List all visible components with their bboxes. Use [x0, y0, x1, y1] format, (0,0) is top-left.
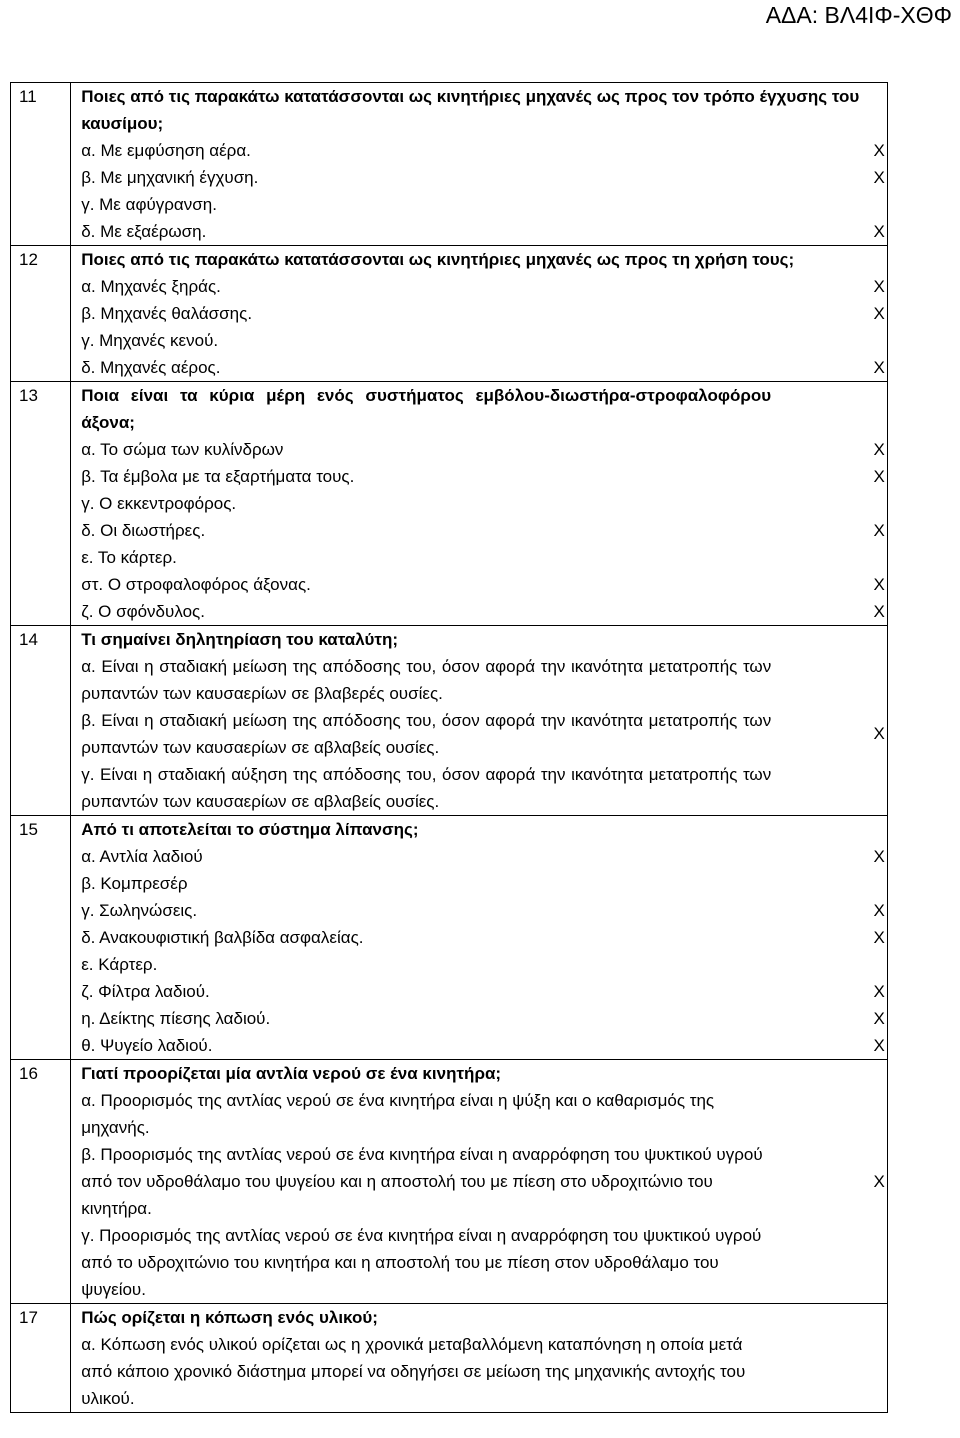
option — [81, 544, 879, 571]
question-content — [71, 1060, 888, 1304]
option-label: η. Δείκτης πίεσης λαδιού. — [81, 1009, 271, 1028]
question-number: 14 — [11, 626, 71, 816]
question-content — [71, 246, 888, 382]
question-text: Ποιες από τις παρακάτω κατατάσσονται ως κινητήριες μηχανές ως προς τη χρήση τους; — [81, 250, 795, 269]
option-label: β. Τα έμβολα με τα εξαρτήματα τους. — [81, 467, 355, 486]
question-number: 15 — [11, 816, 71, 1060]
question-content — [71, 626, 888, 816]
answer-mark: Χ — [873, 168, 885, 187]
option-label: γ. Μηχανές κενού. — [81, 331, 219, 350]
question-text: Τι σημαίνει δηλητηρίαση του καταλύτη; — [81, 630, 398, 649]
option — [81, 653, 771, 707]
option — [81, 327, 879, 354]
answer-mark: Χ — [873, 602, 885, 621]
option — [81, 843, 885, 870]
answer-mark: Χ — [873, 440, 885, 459]
option — [81, 137, 885, 164]
answer-mark: Χ — [873, 304, 885, 323]
option-label: δ. Ανακουφιστική βαλβίδα ασφαλείας. — [81, 928, 364, 947]
option-label: β. Μηχανές θαλάσσης. — [81, 304, 253, 323]
option-label: α. Αντλία λαδιού — [81, 847, 203, 866]
question-number: 12 — [11, 246, 71, 382]
question-row — [11, 1060, 888, 1304]
option — [81, 436, 885, 463]
question-content — [71, 382, 888, 626]
answer-mark: Χ — [873, 928, 885, 947]
question-row — [11, 816, 888, 1060]
option-label: δ. Με εξαέρωση. — [81, 222, 207, 241]
option — [81, 191, 879, 218]
answer-mark: Χ — [873, 141, 885, 160]
question-text: Ποια είναι τα κύρια μέρη ενός συστήματος εμβόλου-διωστήρα-στροφαλοφόρου άξονα; — [81, 386, 772, 432]
question-content — [71, 83, 888, 246]
question-row — [11, 626, 888, 816]
option — [81, 1005, 885, 1032]
option — [81, 870, 879, 897]
option — [81, 571, 885, 598]
question-text: Πώς ορίζεται η κόπωση ενός υλικού; — [81, 1308, 378, 1327]
option — [81, 354, 885, 381]
answer-mark: Χ — [873, 575, 885, 594]
question-number: 13 — [11, 382, 71, 626]
answer-mark: Χ — [873, 467, 885, 486]
question-row — [11, 1304, 888, 1413]
option-label: θ. Ψυγείο λαδιού. — [81, 1036, 213, 1055]
document-code: ΑΔΑ: ΒΛ4ΙΦ-ΧΘΦ — [765, 2, 952, 28]
option — [81, 951, 879, 978]
option-label: α. Προορισμός της αντλίας νερού σε ένα κινητήρα είναι η ψύξη και ο καθαρισμός της μηχανής. — [81, 1091, 715, 1137]
option — [81, 1222, 771, 1303]
option-label: β. Είναι η σταδιακή μείωση της απόδοσης του, όσον αφορά την ικανότητα μετατροπής των ρυπαντών των καυσαερίων σε αβλαβείς ουσίες. — [81, 711, 772, 757]
question-text: Ποιες από τις παρακάτω κατατάσσονται ως κινητήριες μηχανές ως προς τον τρόπο έγχυσης του καυσίμου; — [81, 87, 860, 133]
option-label: γ. Σωληνώσεις. — [81, 901, 198, 920]
option — [81, 463, 885, 490]
option — [81, 1141, 885, 1222]
answer-mark: Χ — [873, 358, 885, 377]
option-label: α. Είναι η σταδιακή μείωση της απόδοσης του, όσον αφορά την ικανότητα μετατροπής των ρυπαντών των καυσαερίων σε βλαβερές ουσίες. — [81, 657, 772, 703]
option-label: β. Κομπρεσέρ — [81, 874, 188, 893]
option-label: στ. Ο στροφαλοφόρος άξονας. — [81, 575, 311, 594]
question-text: Γιατί προορίζεται μία αντλία νερού σε ένα κινητήρα; — [81, 1064, 502, 1083]
option — [81, 218, 885, 245]
option — [81, 273, 885, 300]
option-label: ε. Το κάρτερ. — [81, 548, 177, 567]
question-number: 11 — [11, 83, 71, 246]
option-label: α. Μηχανές ξηράς. — [81, 277, 221, 296]
option-label: β. Με μηχανική έγχυση. — [81, 168, 259, 187]
question-content — [71, 816, 888, 1060]
answer-mark: Χ — [873, 222, 885, 241]
question-row — [11, 246, 888, 382]
option — [81, 517, 885, 544]
question-number: 16 — [11, 1060, 71, 1304]
option — [81, 1032, 885, 1059]
option — [81, 490, 879, 517]
option — [81, 1331, 771, 1412]
option — [81, 1087, 771, 1141]
question-number: 17 — [11, 1304, 71, 1413]
option — [81, 598, 885, 625]
option-label: γ. Ο εκκεντροφόρος. — [81, 494, 237, 513]
option — [81, 924, 885, 951]
option-label: α. Το σώμα των κυλίνδρων — [81, 440, 284, 459]
question-content — [71, 1304, 888, 1413]
answer-mark: Χ — [873, 724, 885, 743]
option-label: α. Με εμφύσηση αέρα. — [81, 141, 251, 160]
answer-mark: Χ — [873, 1009, 885, 1028]
option — [81, 761, 771, 815]
option — [81, 978, 885, 1005]
option-label: δ. Μηχανές αέρος. — [81, 358, 221, 377]
answer-mark: Χ — [873, 982, 885, 1001]
option-label: α. Κόπωση ενός υλικού ορίζεται ως η χρονικά μεταβαλλόμενη καταπόνηση η οποία μετά από κάποιο χρονικό διάστημα μπορεί να οδηγήσει σε μείωση της μηχανικής αντοχής του υλικού. — [81, 1335, 746, 1408]
question-row — [11, 382, 888, 626]
question-text: Από τι αποτελείται το σύστημα λίπανσης; — [81, 820, 419, 839]
answer-mark: Χ — [873, 521, 885, 540]
option-label: γ. Με αφύγρανση. — [81, 195, 217, 214]
option — [81, 707, 885, 761]
answer-mark: Χ — [873, 847, 885, 866]
option — [81, 300, 885, 327]
answer-mark: Χ — [873, 1172, 885, 1191]
questions-table — [10, 82, 888, 1413]
option-label: γ. Είναι η σταδιακή αύξηση της απόδοσης του, όσον αφορά την ικανότητα μετατροπής των ρυπαντών των καυσαερίων σε αβλαβείς ουσίες. — [81, 765, 772, 811]
option-label: ε. Κάρτερ. — [81, 955, 158, 974]
question-row — [11, 83, 888, 246]
option-label: ζ. Φίλτρα λαδιού. — [81, 982, 210, 1001]
answer-mark: Χ — [873, 901, 885, 920]
option-label: β. Προορισμός της αντλίας νερού σε ένα κινητήρα είναι η αναρρόφηση του ψυκτικού υγρού από τον υδροθάλαμο του ψυγείου και η αποστολή του με πίεση στο υδροχιτώνιο του κινητήρα. — [81, 1145, 763, 1218]
option — [81, 164, 885, 191]
option-label: δ. Οι διωστήρες. — [81, 521, 206, 540]
option-label: γ. Προορισμός της αντλίας νερού σε ένα κινητήρα είναι η αναρρόφηση του ψυκτικού υγρού από το υδροχιτώνιο του κινητήρα και η αποστολή του με πίεση στον υδροθάλαμο του ψυγείου. — [81, 1226, 762, 1299]
option-label: ζ. Ο σφόνδυλος. — [81, 602, 205, 621]
answer-mark: Χ — [873, 1036, 885, 1055]
answer-mark: Χ — [873, 277, 885, 296]
option — [81, 897, 885, 924]
